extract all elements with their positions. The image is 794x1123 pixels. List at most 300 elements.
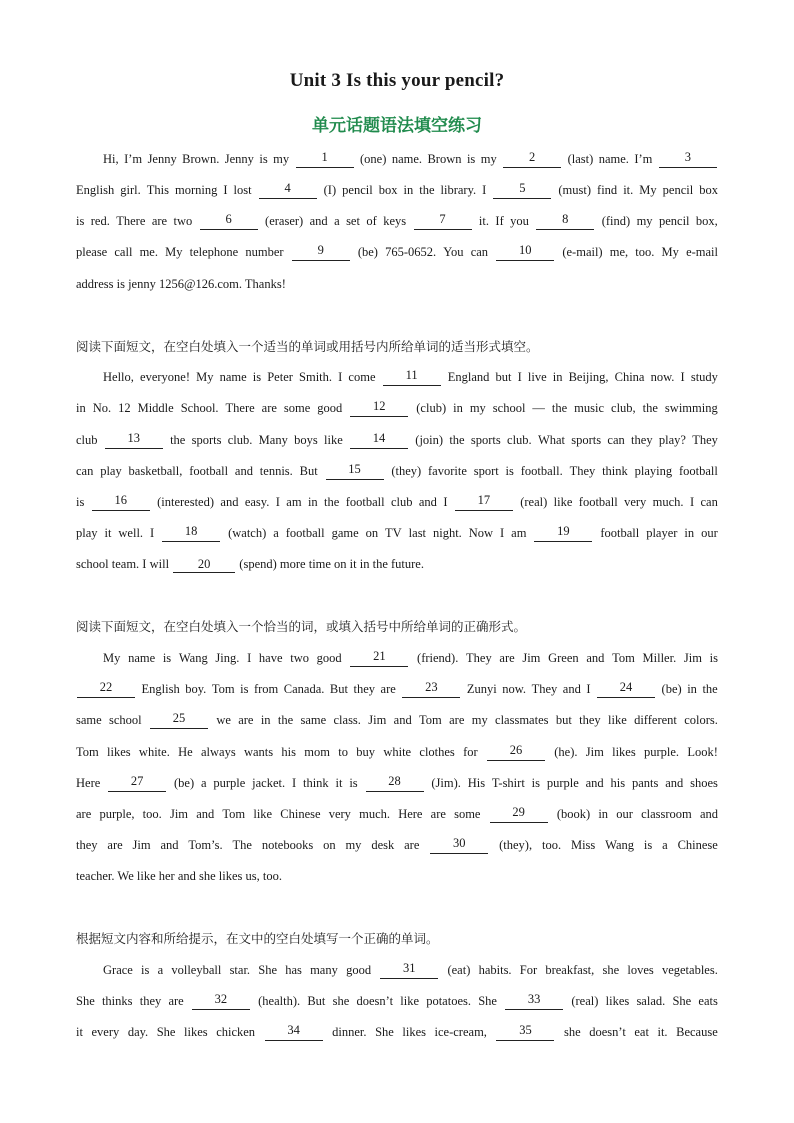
blank-21[interactable]: 21 (350, 649, 408, 667)
blank-12[interactable]: 12 (350, 399, 408, 417)
passage4-line (103, 961, 718, 979)
page-title: Unit 3 Is this your pencil? (289, 70, 505, 91)
word: I (150, 526, 155, 540)
instruction-2: 阅读下面短文，在空白处填入一个适当的单词或用括号内所给单词的适当形式填空。 (76, 339, 539, 354)
instruction-3: 阅读下面短文，在空白处填入一个恰当的词，或填入括号中所给单词的正确形式。 (76, 619, 527, 634)
word: School. (180, 401, 219, 415)
word: white. (138, 745, 170, 759)
word: are (261, 401, 277, 415)
word: like (253, 807, 273, 821)
word: is (76, 495, 85, 509)
word: everyone! (140, 370, 190, 384)
word: she (602, 963, 620, 977)
word: always (200, 745, 236, 759)
word: e-mail (686, 245, 718, 259)
word: (eraser) (265, 214, 304, 228)
word: you (510, 214, 529, 228)
word: ice-cream, (434, 1025, 487, 1039)
passage3-line (76, 743, 718, 761)
blank-33[interactable]: 33 (505, 992, 563, 1010)
passage3-line (76, 805, 718, 823)
word: shoes (690, 776, 718, 790)
blank-34[interactable]: 34 (265, 1023, 323, 1041)
word: set (346, 214, 360, 228)
word: in (453, 401, 463, 415)
word: like (608, 713, 627, 727)
word: TV (385, 526, 402, 540)
word: name. (598, 152, 629, 166)
word: is (466, 152, 476, 166)
word: keys (383, 214, 407, 228)
word: like (400, 994, 419, 1008)
word: likes (605, 994, 630, 1008)
word: but (495, 370, 512, 384)
word: I (586, 682, 591, 696)
word: they (76, 838, 98, 852)
word: notebooks (261, 838, 314, 852)
word: easy. (244, 495, 270, 509)
word: Tom’s. (188, 838, 223, 852)
word: T-shirt (491, 776, 525, 790)
passage1-line (103, 150, 718, 168)
word: They (569, 464, 596, 478)
word: loves (627, 963, 654, 977)
word: different (634, 713, 677, 727)
word: Because (676, 1025, 718, 1039)
blank-22[interactable]: 22 (77, 680, 135, 698)
word: are (151, 214, 168, 228)
word: vegetables. (661, 963, 718, 977)
word: Here (398, 807, 423, 821)
blank-31[interactable]: 31 (380, 961, 438, 979)
word: Brown. (182, 152, 220, 166)
word: and (160, 838, 179, 852)
word: the (419, 183, 435, 197)
word: I (500, 526, 505, 540)
word: (real) (520, 495, 548, 509)
word: they (579, 713, 601, 727)
word: No. (92, 401, 112, 415)
word: are (380, 682, 396, 696)
word: (health). (258, 994, 301, 1008)
word: Tom (222, 807, 246, 821)
word: habits. (478, 963, 512, 977)
word: my (480, 152, 497, 166)
word: and (562, 682, 581, 696)
word: and (196, 807, 215, 821)
blank-20[interactable]: 20 (173, 557, 235, 573)
word: many (310, 963, 338, 977)
word: football (600, 526, 640, 540)
word: Jim (368, 713, 387, 727)
word: purple (213, 776, 246, 790)
word: likes (107, 745, 131, 759)
word: I (338, 370, 343, 384)
line-text: school team. I will (76, 557, 170, 571)
word: My (196, 370, 214, 384)
word: are (404, 838, 420, 852)
word: mom (304, 745, 330, 759)
word: class. (333, 713, 361, 727)
word: boy. (185, 682, 207, 696)
word: (find) (601, 214, 631, 228)
blank-35[interactable]: 35 (496, 1023, 554, 1041)
word: — (532, 401, 545, 415)
word: (Jim). (431, 776, 461, 790)
word: Peter (267, 370, 293, 384)
word: the (449, 433, 465, 447)
word: club. (507, 433, 532, 447)
word: well. (118, 526, 144, 540)
word: You (443, 245, 464, 259)
word: in (307, 495, 318, 509)
word: pants (631, 776, 659, 790)
passage2-line (76, 399, 718, 417)
word: two (290, 651, 309, 665)
word: day. (127, 1025, 149, 1039)
passage2-line (76, 524, 718, 542)
word: Canada. (283, 682, 325, 696)
word: wants (243, 745, 274, 759)
page-subtitle: 单元话题语法填空练习 (312, 116, 482, 136)
word: sports (470, 433, 501, 447)
blank-16[interactable]: 16 (92, 493, 150, 511)
word: potatoes. (426, 994, 471, 1008)
blank-10[interactable]: 10 (496, 243, 554, 261)
word: red. (90, 214, 110, 228)
word: good (316, 651, 342, 665)
word: English (141, 682, 180, 696)
word: from (253, 682, 279, 696)
word: swimming (664, 401, 718, 415)
word: it. (623, 183, 634, 197)
word: are (238, 713, 254, 727)
word: is (141, 963, 150, 977)
passage3-line (76, 774, 718, 792)
word: telephone (189, 245, 239, 259)
blank-26[interactable]: 26 (487, 743, 545, 761)
blank-7[interactable]: 7 (414, 212, 472, 230)
blank-6[interactable]: 6 (200, 212, 258, 230)
word: (last) (567, 152, 594, 166)
word: is (505, 464, 514, 478)
word: is (643, 838, 653, 852)
word: the (642, 401, 658, 415)
word: box (699, 183, 718, 197)
word: eats (698, 994, 718, 1008)
blank-8[interactable]: 8 (536, 212, 594, 230)
word: and (220, 495, 239, 509)
word: sports (571, 433, 602, 447)
word: in (687, 682, 697, 696)
word: good (346, 963, 372, 977)
word: are (499, 651, 515, 665)
word: in (598, 807, 609, 821)
word: are (107, 838, 123, 852)
word: (watch) (228, 526, 267, 540)
word: can (607, 433, 625, 447)
word: England (447, 370, 490, 384)
word: Jenny (224, 152, 254, 166)
word: am (511, 526, 527, 540)
word: doesn’t (356, 994, 394, 1008)
word: likes (612, 745, 636, 759)
word: pencil (662, 183, 694, 197)
word: think (302, 776, 329, 790)
word: night. (432, 526, 462, 540)
word: name (128, 651, 156, 665)
word: it (335, 776, 343, 790)
word: his (281, 745, 297, 759)
blank-1[interactable]: 1 (296, 150, 354, 168)
word: and (309, 214, 328, 228)
word: like (553, 495, 573, 509)
word: call (114, 245, 133, 259)
blank-11[interactable]: 11 (383, 368, 441, 386)
word: purple. (644, 745, 680, 759)
word: study (690, 370, 718, 384)
word: Middle (137, 401, 174, 415)
word: his (610, 776, 626, 790)
word: white (383, 745, 412, 759)
word: volleyball (171, 963, 222, 977)
word: and (234, 464, 253, 478)
word: Tom (612, 651, 635, 665)
word: My (103, 651, 121, 665)
word: Wang (178, 651, 208, 665)
word: breakfast, (545, 963, 595, 977)
word: Grace (103, 963, 133, 977)
word: morning (174, 183, 218, 197)
blank-2[interactable]: 2 (503, 150, 561, 168)
word: I (689, 495, 695, 509)
word: a (200, 776, 207, 790)
word: live (527, 370, 547, 384)
word: (club) (416, 401, 447, 415)
blank-5[interactable]: 5 (493, 181, 551, 199)
word: She (672, 994, 692, 1008)
passage3-line (76, 836, 718, 854)
word: likes (184, 1025, 208, 1039)
passage4-line (76, 1023, 718, 1041)
word: China (614, 370, 645, 384)
word: Many (258, 433, 288, 447)
word: they (631, 433, 653, 447)
word: club. (227, 433, 253, 447)
word: in (260, 713, 271, 727)
passage1-line (76, 212, 718, 230)
blank-24[interactable]: 24 (597, 680, 655, 698)
blank-30[interactable]: 30 (430, 836, 488, 854)
word: classmates (495, 713, 549, 727)
word: I (680, 370, 685, 384)
word: they (139, 994, 162, 1008)
word: good (317, 401, 343, 415)
word: and (585, 776, 604, 790)
word: tennis. (259, 464, 293, 478)
passage2-line (76, 431, 718, 449)
word: much. (652, 495, 684, 509)
word: Here (76, 776, 101, 790)
blank-9[interactable]: 9 (292, 243, 350, 261)
word: a (157, 963, 164, 977)
word: football (189, 464, 229, 478)
word: number (245, 245, 284, 259)
word: it. (657, 1025, 668, 1039)
word: but (555, 713, 572, 727)
word: every (91, 1025, 120, 1039)
word: likes (402, 1025, 426, 1039)
word: Beijing, (568, 370, 609, 384)
word: in (403, 183, 414, 197)
blank-17[interactable]: 17 (455, 493, 513, 511)
word: our (616, 807, 633, 821)
word: box, (695, 214, 718, 228)
word: His (467, 776, 486, 790)
word: can (700, 495, 718, 509)
word: Green (548, 651, 579, 665)
blank-14[interactable]: 14 (350, 431, 408, 449)
word: some (283, 401, 311, 415)
word: Jim (169, 807, 189, 821)
word: girl. (120, 183, 141, 197)
word: Chinese (280, 807, 321, 821)
word: football (345, 495, 385, 509)
word: she (564, 1025, 581, 1039)
word: they (353, 682, 376, 696)
word: She (156, 1025, 176, 1039)
word: Wang (605, 838, 635, 852)
word: dinner. (332, 1025, 367, 1039)
word: My (661, 245, 679, 259)
word: school (492, 401, 526, 415)
line-text: (spend) more time on it in the future. (239, 557, 424, 571)
word: 12 (118, 401, 131, 415)
word: (be) (357, 245, 378, 259)
word: sport (473, 464, 499, 478)
word: Chinese (677, 838, 718, 852)
word: They (531, 682, 558, 696)
word: Jim (522, 651, 541, 665)
word: are (449, 713, 465, 727)
word: (interested) (157, 495, 215, 509)
word: I (247, 651, 252, 665)
word: has (285, 963, 302, 977)
word: and (418, 495, 437, 509)
word: Jim (132, 838, 151, 852)
word: (book) (556, 807, 591, 821)
word: The (232, 838, 252, 852)
word: (one) (360, 152, 387, 166)
word: favorite (428, 464, 467, 478)
word: same (76, 713, 102, 727)
word: on (365, 526, 379, 540)
word: This (146, 183, 169, 197)
word: Now (468, 526, 494, 540)
word: (eat) (447, 963, 471, 977)
word: (be) (173, 776, 195, 790)
word: (friend). (417, 651, 459, 665)
blank-19[interactable]: 19 (534, 524, 592, 542)
blank-3[interactable]: 3 (659, 150, 717, 168)
blank-25[interactable]: 25 (150, 711, 208, 729)
word: me. (139, 245, 158, 259)
word: For (519, 963, 538, 977)
word: in (684, 526, 695, 540)
word: They (466, 651, 492, 665)
word: my (471, 713, 488, 727)
word: name. (391, 152, 423, 166)
blank-29[interactable]: 29 (490, 805, 548, 823)
word: She (258, 963, 277, 977)
word: boys (294, 433, 318, 447)
word: football. (520, 464, 563, 478)
blank-32[interactable]: 32 (192, 992, 250, 1010)
word: now. (650, 370, 675, 384)
word: come (348, 370, 376, 384)
blank-15[interactable]: 15 (326, 462, 384, 480)
blank-18[interactable]: 18 (162, 524, 220, 542)
word: I (275, 495, 280, 509)
word: My (639, 183, 657, 197)
word: are (168, 994, 184, 1008)
word: desk (371, 838, 395, 852)
word: my (469, 401, 486, 415)
word: same (300, 713, 327, 727)
word: is (76, 214, 85, 228)
passage1-line (76, 181, 718, 199)
word: colors. (684, 713, 718, 727)
word: star. (229, 963, 251, 977)
blank-27[interactable]: 27 (108, 774, 166, 792)
word: She (375, 1025, 394, 1039)
word: club (76, 433, 98, 447)
word: 765-0652. (385, 245, 437, 259)
word: Jing. (215, 651, 240, 665)
blank-23[interactable]: 23 (402, 680, 460, 698)
word: Jenny (147, 152, 177, 166)
word: can (470, 245, 489, 259)
word: please (76, 245, 108, 259)
word: He (178, 745, 193, 759)
word: I (291, 776, 297, 790)
word: is (240, 682, 249, 696)
word: on (323, 838, 336, 852)
word: the (277, 713, 294, 727)
word: are (76, 807, 92, 821)
word: Hello, (103, 370, 134, 384)
word: a (334, 214, 340, 228)
word: player (646, 526, 678, 540)
passage2-line (76, 555, 718, 573)
word: and (586, 651, 605, 665)
word: (e-mail) (562, 245, 603, 259)
word: the (551, 401, 568, 415)
blank-4[interactable]: 4 (259, 181, 317, 199)
word: (I) (323, 183, 337, 197)
blank-28[interactable]: 28 (366, 774, 424, 792)
word: salad. (636, 994, 666, 1008)
word: But (329, 682, 348, 696)
word: Smith. (299, 370, 333, 384)
blank-13[interactable]: 13 (105, 431, 163, 449)
word: Tom (211, 682, 235, 696)
word: My (165, 245, 183, 259)
word: and (665, 776, 684, 790)
word: very (624, 495, 647, 509)
word: I (223, 183, 228, 197)
word: name (219, 370, 247, 384)
